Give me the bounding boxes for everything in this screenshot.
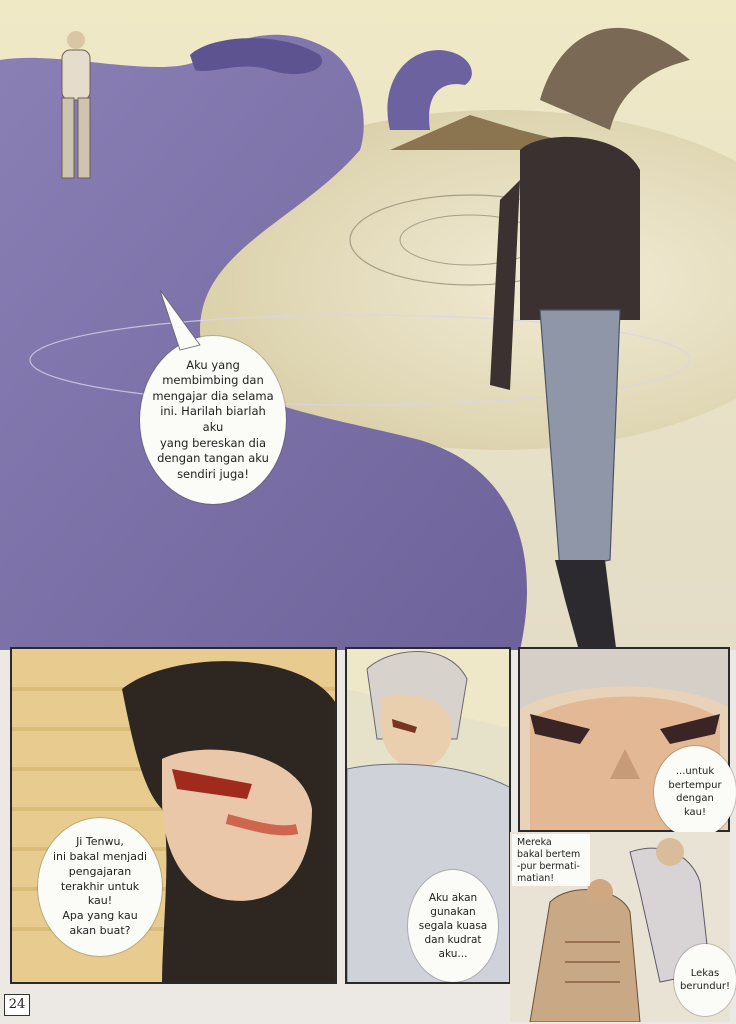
speech-bubble-mentor: Aku yang membimbing dan mengajar dia selama ini. Harilah biarlah aku yang bereskan dia dengan tangan aku sendiri juga! — [140, 336, 286, 504]
speech-bubble-untuk-bertempur: ...untuk bertempur dengan kau! — [654, 746, 736, 838]
page-number: 24 — [4, 994, 30, 1016]
speech-bubble-lekas-berundur: Lekas berundur! — [674, 944, 736, 1016]
caption-mereka: Mereka bakal bertem -pur bermati- matian! — [512, 834, 590, 886]
speech-bubble-aku-akan: Aku akan gunakan segala kuasa dan kudrat aku... — [408, 870, 498, 982]
speech-bubble-ji-tenwu: Ji Tenwu, ini bakal menjadi pengajaran terakhir untuk kau! Apa yang kau akan buat? — [38, 818, 162, 956]
